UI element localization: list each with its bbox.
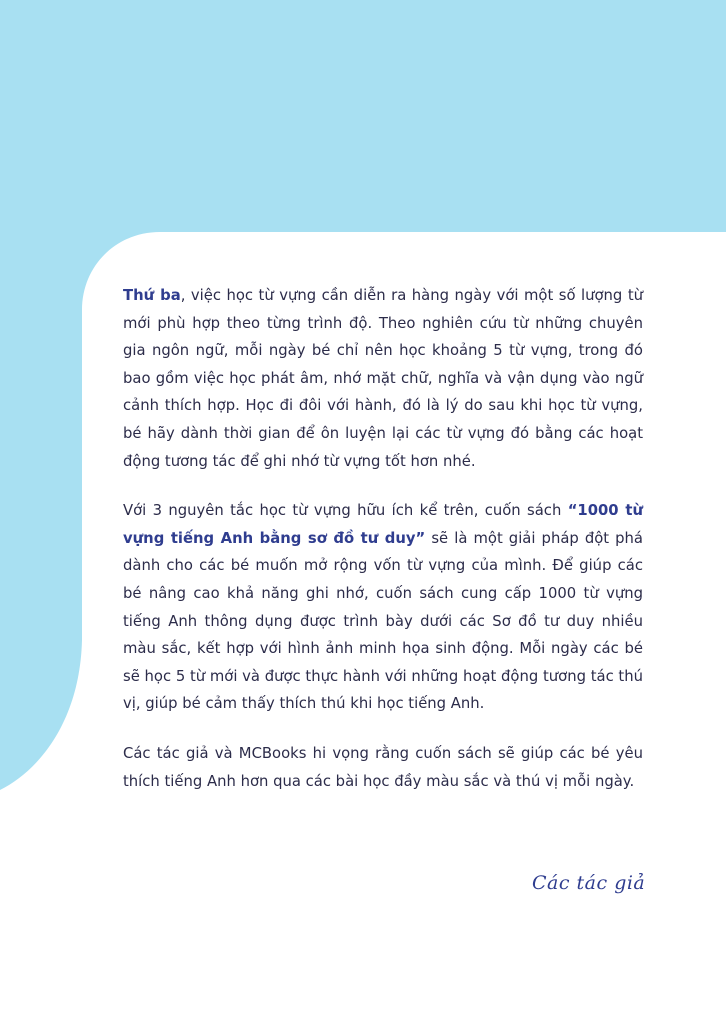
paragraph-1 xyxy=(123,282,643,475)
book-title: “1000 từ vựng tiếng Anh bằng sơ đồ tư duy” xyxy=(123,502,643,547)
body-text xyxy=(123,282,643,817)
signature: Các tác giả xyxy=(532,872,646,894)
paragraph-3-text: Các tác giả và MCBooks hi vọng rằng cuốn sách sẽ giúp các bé yêu thích tiếng Anh hơn qua các bài học đầy màu sắc và thú vị mỗi ngày. xyxy=(123,744,643,790)
paragraph-3 xyxy=(123,740,643,795)
paragraph-2-after: sẽ là một giải pháp đột phá dành cho các bé muốn mở rộng vốn từ vựng của mình. Để giúp các bé nâng cao khả năng ghi nhớ, cuốn sách cung cấp 1000 từ vựng tiếng Anh thông dụng được trình bày dưới các Sơ đồ tư duy nhiều màu sắc, kết hợp với hình ảnh minh họa sinh động. Mỗi ngày các bé sẽ học 5 từ mới và được thực hành với những hoạt động tương tác thú vị, giúp bé cảm thấy thích thú khi học tiếng Anh. xyxy=(123,529,644,713)
paragraph-1-lead: Thứ ba xyxy=(123,287,181,304)
paragraph-2-before: Với 3 nguyên tắc học từ vựng hữu ích kể trên, cuốn sách xyxy=(123,502,568,520)
paragraph-2 xyxy=(123,497,643,718)
paragraph-1-text: , việc học từ vựng cần diễn ra hàng ngày với một số lượng từ mới phù hợp theo từng trình độ. Theo nghiên cứu từ những chuyên gia ngôn ngữ, mỗi ngày bé chỉ nên học khoảng 5 từ vựng, trong đó bao gồm việc học phát âm, nhớ mặt chữ, nghĩa và vận dụng vào ngữ cảnh thích hợp. Học đi đôi với hành, đó là lý do sau khi học từ vựng, bé hãy dành thời gian để ôn luyện lại các từ vựng đó bằng các hoạt động tương tác để ghi nhớ từ vựng tốt hơn nhé. xyxy=(123,287,643,470)
